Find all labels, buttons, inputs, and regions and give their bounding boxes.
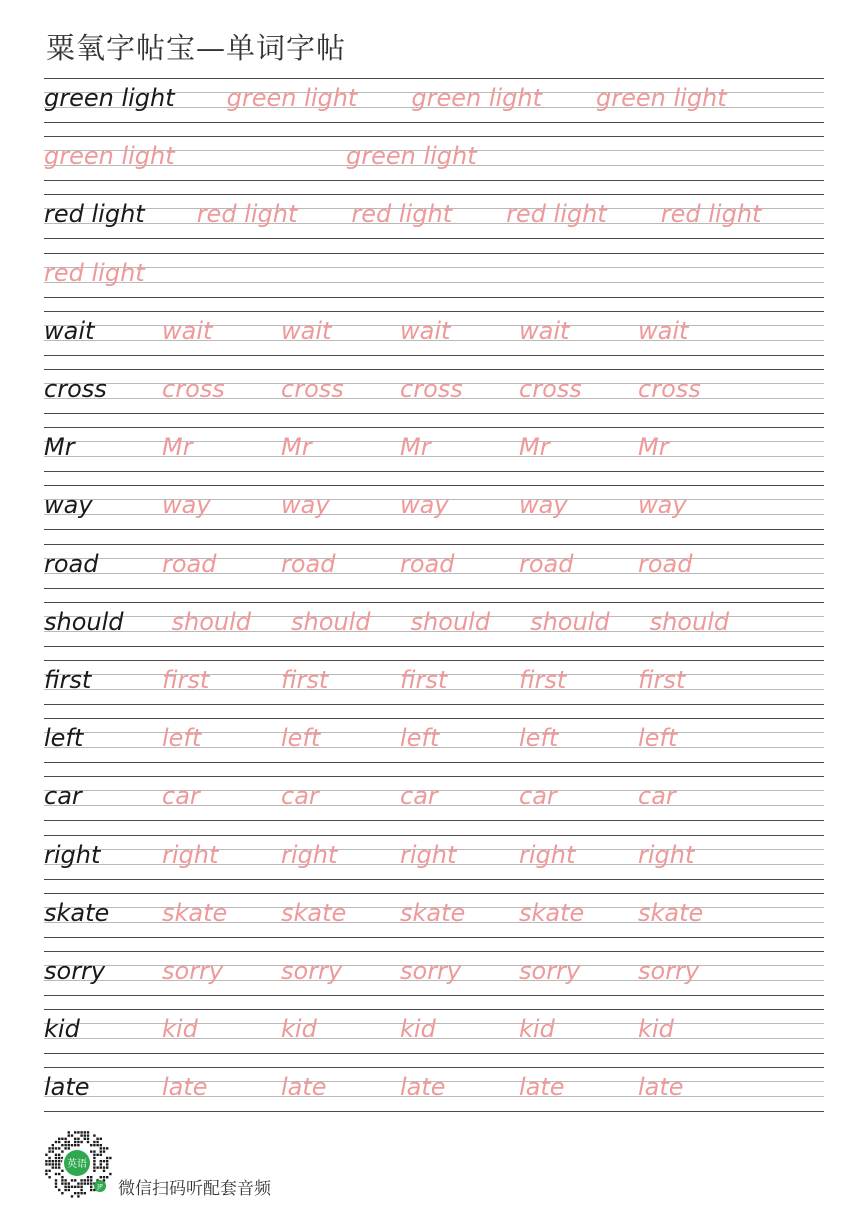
practice-row	[0, 78, 868, 126]
trace-word: right	[638, 840, 695, 869]
practice-row	[0, 427, 868, 475]
model-word: wait	[44, 316, 95, 345]
trace-word: wait	[162, 316, 213, 345]
guide-line	[44, 1009, 824, 1010]
guide-line	[44, 951, 824, 952]
guide-line	[44, 1111, 824, 1112]
trace-word: car	[400, 782, 438, 811]
trace-word: skate	[162, 898, 228, 927]
trace-word: sorry	[162, 957, 224, 985]
guide-line	[44, 588, 824, 589]
practice-row	[0, 835, 868, 883]
trace-word: wait	[638, 316, 689, 345]
model-word: way	[44, 491, 93, 520]
guide-line	[44, 297, 824, 298]
guide-line	[44, 602, 824, 603]
trace-word: left	[400, 724, 440, 753]
footer-caption: 微信扫码听配套音频	[118, 1179, 271, 1199]
guide-line	[44, 995, 824, 996]
guide-line	[44, 893, 824, 894]
trace-word: first	[400, 666, 448, 694]
trace-word: first	[281, 666, 329, 694]
guide-line	[44, 136, 824, 137]
practice-row	[0, 951, 868, 999]
guide-line	[44, 471, 824, 472]
trace-word: sorry	[519, 957, 581, 985]
guide-line	[44, 762, 824, 763]
guide-line	[44, 253, 824, 254]
guide-line	[44, 1067, 824, 1068]
trace-word: cross	[281, 375, 344, 403]
trace-word: road	[638, 549, 693, 578]
trace-word: skate	[519, 898, 585, 927]
trace-word: left	[519, 724, 559, 753]
trace-word: road	[162, 549, 217, 578]
guide-line	[44, 369, 824, 370]
trace-word: red light	[351, 200, 453, 229]
guide-line	[44, 544, 824, 545]
practice-row	[0, 1009, 868, 1057]
model-word: kid	[44, 1015, 80, 1044]
guide-line	[44, 267, 824, 268]
trace-word: road	[519, 549, 574, 578]
trace-word: first	[519, 666, 567, 694]
footer	[40, 1126, 440, 1206]
practice-row	[0, 544, 868, 592]
trace-word: right	[400, 840, 457, 869]
trace-word: car	[638, 782, 676, 811]
guide-line	[44, 238, 824, 239]
guide-line	[44, 413, 824, 414]
trace-word: way	[400, 491, 449, 520]
practice-row	[0, 311, 868, 359]
trace-word: right	[281, 840, 338, 869]
trace-word: kid	[281, 1015, 317, 1044]
trace-word: cross	[400, 375, 463, 403]
trace-word: skate	[400, 898, 466, 927]
trace-word: kid	[400, 1015, 436, 1044]
practice-row	[0, 136, 868, 184]
trace-word: car	[519, 782, 557, 811]
trace-word: Mr	[519, 433, 550, 462]
trace-word: cross	[162, 375, 225, 403]
trace-word: sorry	[400, 957, 462, 985]
trace-word: red light	[44, 258, 145, 287]
guide-line	[44, 820, 824, 821]
model-word: late	[44, 1073, 90, 1102]
model-word: left	[44, 724, 84, 753]
trace-word: red light	[660, 200, 762, 229]
guide-line	[44, 879, 824, 880]
qr-badge-label: 英语	[67, 1159, 87, 1170]
trace-word: green light	[411, 84, 543, 112]
trace-word: road	[400, 549, 455, 578]
guide-line	[44, 180, 824, 181]
trace-word: Mr	[638, 433, 669, 462]
guide-line	[44, 704, 824, 705]
trace-word: way	[519, 491, 568, 520]
practice-row	[0, 718, 868, 766]
trace-word: wait	[281, 316, 332, 345]
trace-word: first	[638, 666, 686, 694]
trace-word: wait	[400, 316, 451, 345]
practice-row	[0, 660, 868, 708]
trace-word: red light	[506, 200, 607, 229]
trace-word: left	[638, 724, 678, 753]
trace-word: should	[171, 607, 252, 636]
trace-word: late	[519, 1073, 565, 1102]
model-word: Mr	[44, 433, 75, 462]
trace-word: should	[649, 607, 730, 636]
trace-word: car	[281, 782, 319, 811]
model-word: should	[44, 607, 124, 636]
page-title: 粟氧字帖宝—单词字帖	[46, 31, 347, 65]
trace-word: way	[162, 491, 211, 520]
trace-word: sorry	[638, 957, 700, 985]
practice-row	[0, 485, 868, 533]
trace-word: red light	[196, 200, 298, 229]
guide-line	[44, 529, 824, 530]
trace-word: Mr	[281, 433, 312, 462]
trace-word: should	[291, 607, 371, 636]
guide-line	[44, 485, 824, 486]
trace-word: right	[519, 840, 576, 869]
trace-word: skate	[638, 898, 704, 927]
trace-word: green light	[596, 84, 727, 112]
guide-line	[44, 282, 824, 283]
trace-word: right	[162, 840, 219, 869]
trace-word: late	[400, 1073, 446, 1102]
guide-line	[44, 311, 824, 312]
qr-mini-badge-label: JP	[97, 1183, 103, 1191]
trace-word: way	[281, 491, 330, 520]
trace-word: kid	[638, 1015, 674, 1044]
guide-line	[44, 78, 824, 79]
guide-line	[44, 355, 824, 356]
practice-row	[0, 1067, 868, 1115]
guide-line	[44, 718, 824, 719]
trace-word: Mr	[400, 433, 431, 462]
trace-word: late	[162, 1073, 208, 1102]
trace-word: way	[638, 491, 687, 520]
trace-word: green light	[226, 84, 358, 112]
trace-word: cross	[519, 375, 582, 403]
trace-word: kid	[162, 1015, 198, 1044]
trace-word: left	[162, 724, 202, 753]
guide-line	[44, 1053, 824, 1054]
guide-line	[44, 122, 824, 123]
guide-line	[44, 835, 824, 836]
trace-word: green light	[44, 142, 175, 171]
practice-row	[0, 776, 868, 824]
model-word: first	[44, 666, 92, 694]
practice-row	[0, 369, 868, 417]
trace-word: cross	[638, 375, 701, 403]
guide-line	[44, 456, 824, 457]
trace-word: first	[162, 666, 210, 694]
trace-word: kid	[519, 1015, 555, 1044]
practice-row	[0, 194, 868, 242]
trace-word: road	[281, 549, 336, 578]
guide-line	[44, 427, 824, 428]
guide-line	[44, 937, 824, 938]
guide-line	[44, 441, 824, 442]
model-word: sorry	[44, 957, 106, 985]
qr-code-icon[interactable]	[42, 1128, 112, 1198]
guide-line	[44, 776, 824, 777]
trace-word: sorry	[281, 957, 343, 985]
guide-line	[44, 646, 824, 647]
trace-word: car	[162, 782, 200, 811]
trace-word: Mr	[162, 433, 193, 462]
trace-word: wait	[519, 316, 570, 345]
practice-row	[0, 602, 868, 650]
practice-row	[0, 893, 868, 941]
trace-word: should	[530, 607, 610, 636]
trace-word: green light	[346, 142, 477, 171]
trace-word: left	[281, 724, 321, 753]
guide-line	[44, 194, 824, 195]
trace-word: late	[281, 1073, 327, 1102]
model-word: green light	[44, 84, 175, 112]
model-word: red light	[44, 200, 145, 229]
guide-line	[44, 660, 824, 661]
model-word: car	[44, 782, 82, 811]
trace-word: skate	[281, 898, 347, 927]
practice-row	[0, 253, 868, 301]
trace-word: late	[638, 1073, 684, 1102]
model-word: cross	[44, 375, 107, 403]
model-word: right	[44, 840, 101, 869]
model-word: skate	[44, 898, 110, 927]
trace-word: should	[410, 607, 491, 636]
model-word: road	[44, 549, 99, 578]
